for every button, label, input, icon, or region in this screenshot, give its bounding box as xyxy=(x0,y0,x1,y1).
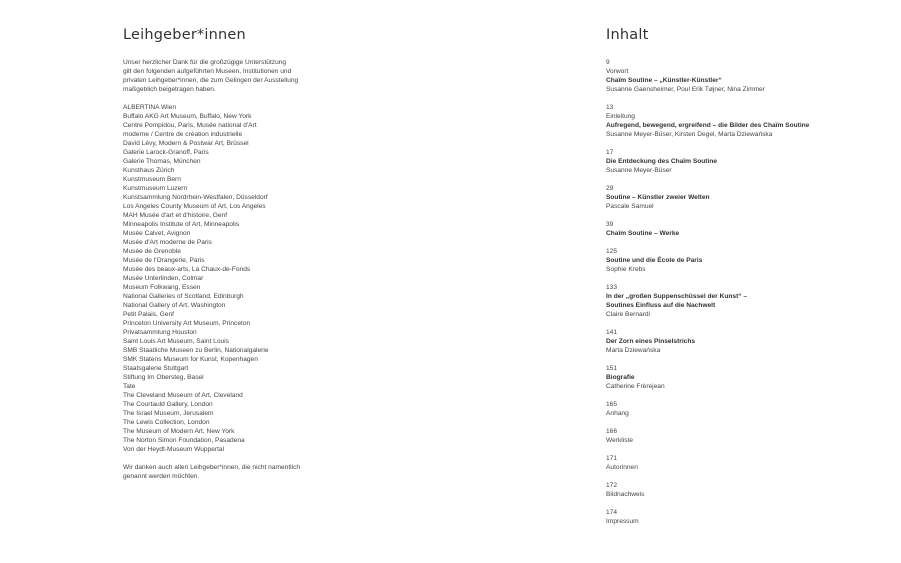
toc-page-number: 17 xyxy=(606,149,614,156)
lender-item: Museum Folkwang, Essen xyxy=(123,284,201,291)
toc-author: Susanne Meyer-Büser, Kirsten Degel, Marta Dziewańska xyxy=(606,131,773,138)
toc-title: Aufregend, bewegend, ergreifend – die Bilder des Chaïm Soutine xyxy=(606,122,810,129)
toc-title: Biografie xyxy=(606,374,635,381)
lender-item: Galerie Thomas, München xyxy=(123,158,201,165)
lender-item: Staatsgalerie Stuttgart xyxy=(123,365,189,372)
lender-item: The Norton Simon Foundation, Pasadena xyxy=(123,437,245,444)
toc-page-number: 39 xyxy=(606,221,614,228)
lenders-outro xyxy=(123,463,383,481)
lender-item: Buffalo AKG Art Museum, Buffalo, New York xyxy=(123,113,252,120)
lender-item: Musée de l'Orangerie, Paris xyxy=(123,257,205,264)
lender-item: MAH Musée d'art et d'histoire, Genf xyxy=(123,212,228,219)
toc-entry xyxy=(606,148,856,175)
lender-item: Saint Louis Art Museum, Saint Louis xyxy=(123,338,229,345)
lender-item: National Gallery of Art, Washington xyxy=(123,302,226,309)
lender-item: Tate xyxy=(123,383,136,390)
lender-item: The Israel Museum, Jerusalem xyxy=(123,410,214,417)
lender-item: The Courtauld Gallery, London xyxy=(123,401,213,408)
toc-entry xyxy=(606,427,856,445)
toc-author: Susanne Meyer-Büser xyxy=(606,167,672,174)
toc-page-number: 171 xyxy=(606,455,618,462)
toc-section-label: Bildnachweis xyxy=(606,491,645,498)
lender-item: The Lewis Collection, London xyxy=(123,419,210,426)
toc-page-number: 125 xyxy=(606,248,618,255)
toc-section-label: Impressum xyxy=(606,518,639,525)
toc-title: Soutine – Künstler zweier Welten xyxy=(606,194,710,201)
intro-line: Unser herzlicher Dank für die großzügige Unterstützung xyxy=(123,59,287,66)
toc-title: Die Entdeckung des Chaïm Soutine xyxy=(606,158,718,165)
toc-entry xyxy=(606,58,856,94)
toc-title: In der „großen Suppenschüssel der Kunst“ – xyxy=(606,293,748,300)
toc-title: Soutine und die École de Paris xyxy=(606,257,703,264)
toc-author: Sophie Krebs xyxy=(606,266,646,273)
toc-page-number: 165 xyxy=(606,401,618,408)
toc-entry xyxy=(606,283,856,319)
toc-entry xyxy=(606,247,856,274)
toc-title: Chaïm Soutine – Werke xyxy=(606,230,680,237)
lenders-list xyxy=(123,103,383,454)
lenders-heading: Leihgeber*innen xyxy=(123,27,246,43)
toc-section-label: Einleitung xyxy=(606,113,635,120)
toc-page-number: 13 xyxy=(606,104,614,111)
contents-page xyxy=(606,26,856,526)
lender-item: Von der Heydt-Museum Wuppertal xyxy=(123,446,225,453)
lender-item: Musée Unterlinden, Colmar xyxy=(123,275,204,282)
lender-item: Kunsthaus Zürich xyxy=(123,167,175,174)
lender-item: Stiftung Im Obersteg, Basel xyxy=(123,374,204,381)
toc-title: Der Zorn eines Pinselstrichs xyxy=(606,338,696,345)
toc-entry xyxy=(606,454,856,472)
toc-author: Marta Dziewańska xyxy=(606,347,661,354)
lender-item: moderne / Centre de création industrielle xyxy=(123,131,243,138)
lender-item: Musée Calvet, Avignon xyxy=(123,230,191,237)
toc-entry xyxy=(606,220,856,238)
toc-page-number: 151 xyxy=(606,365,618,372)
outro-line: Wir danken auch allen Leihgeber*innen, die nicht namentlich xyxy=(123,464,301,471)
lender-item: Kunstmuseum Bern xyxy=(123,176,181,183)
table-of-contents xyxy=(606,58,856,526)
lender-item: The Museum of Modern Art, New York xyxy=(123,428,235,435)
toc-title: Chaïm Soutine – „Künstler-Künstler“ xyxy=(606,77,722,84)
toc-author: Catherine Frèrejean xyxy=(606,383,665,390)
lender-item: Galerie Larock-Granoff, Paris xyxy=(123,149,209,156)
lenders-intro xyxy=(123,58,383,94)
lender-item: National Galleries of Scotland, Edinburgh xyxy=(123,293,244,300)
lender-item: Privatsammlung Houston xyxy=(123,329,197,336)
toc-page-number: 172 xyxy=(606,482,618,489)
lender-item: Musée de Grenoble xyxy=(123,248,181,255)
lender-item: Kunstmuseum Luzern xyxy=(123,185,188,192)
lender-item: Musée d'Art moderne de Paris xyxy=(123,239,212,246)
toc-entry xyxy=(606,481,856,499)
toc-title: Soutines Einfluss auf die Nachwelt xyxy=(606,302,716,309)
outro-line: genannt werden möchten. xyxy=(123,473,200,480)
lender-item: Musée des beaux-arts, La Chaux-de-Fonds xyxy=(123,266,251,273)
lender-item: Petit Palais, Genf xyxy=(123,311,174,318)
toc-entry xyxy=(606,400,856,418)
toc-entry xyxy=(606,364,856,391)
toc-page-number: 141 xyxy=(606,329,618,336)
toc-entry xyxy=(606,328,856,355)
lender-item: Centre Pompidou, Paris, Musée national d'Art xyxy=(123,122,257,129)
toc-section-label: Autorinnen xyxy=(606,464,638,471)
intro-line: privaten Leihgeber*innen, die zum Gelingen der Ausstellung xyxy=(123,77,299,84)
toc-page-number: 9 xyxy=(606,59,610,66)
toc-page-number: 174 xyxy=(606,509,618,516)
intro-line: maßgeblich beigetragen haben. xyxy=(123,86,216,93)
lender-item: Kunstsammlung Nordrhein-Westfalen, Düsseldorf xyxy=(123,194,268,201)
contents-heading: Inhalt xyxy=(606,27,649,43)
toc-page-number: 166 xyxy=(606,428,618,435)
lender-item: Princeton University Art Museum, Princeton xyxy=(123,320,251,327)
lender-item: Minneapolis Institute of Art, Minneapolis xyxy=(123,221,240,228)
lenders-page xyxy=(123,26,383,481)
lender-item: ALBERTINA Wien xyxy=(123,104,177,111)
toc-author: Pascale Samuel xyxy=(606,203,654,210)
toc-author: Claire Bernardi xyxy=(606,311,650,318)
toc-page-number: 133 xyxy=(606,284,618,291)
intro-line: gilt den folgenden aufgeführten Museen, Institutionen und xyxy=(123,68,292,75)
lender-item: SMB Staatliche Museen zu Berlin, Nationalgalerie xyxy=(123,347,269,354)
lender-item: SMK Statens Museum for Kunst, Kopenhagen xyxy=(123,356,258,363)
toc-entry xyxy=(606,184,856,211)
toc-author: Susanne Gaensheimer, Poul Erik Tøjner, Nina Zimmer xyxy=(606,86,765,93)
toc-entry xyxy=(606,508,856,526)
toc-entry xyxy=(606,103,856,139)
toc-page-number: 29 xyxy=(606,185,614,192)
toc-section-label: Werkliste xyxy=(606,437,633,444)
toc-section-label: Vorwort xyxy=(606,68,629,75)
lender-item: Los Angeles County Museum of Art, Los Angeles xyxy=(123,203,266,210)
lender-item: David Lévy, Modern & Postwar Art, Brüssel xyxy=(123,140,249,147)
toc-section-label: Anhang xyxy=(606,410,629,417)
lender-item: The Cleveland Museum of Art, Cleveland xyxy=(123,392,243,399)
